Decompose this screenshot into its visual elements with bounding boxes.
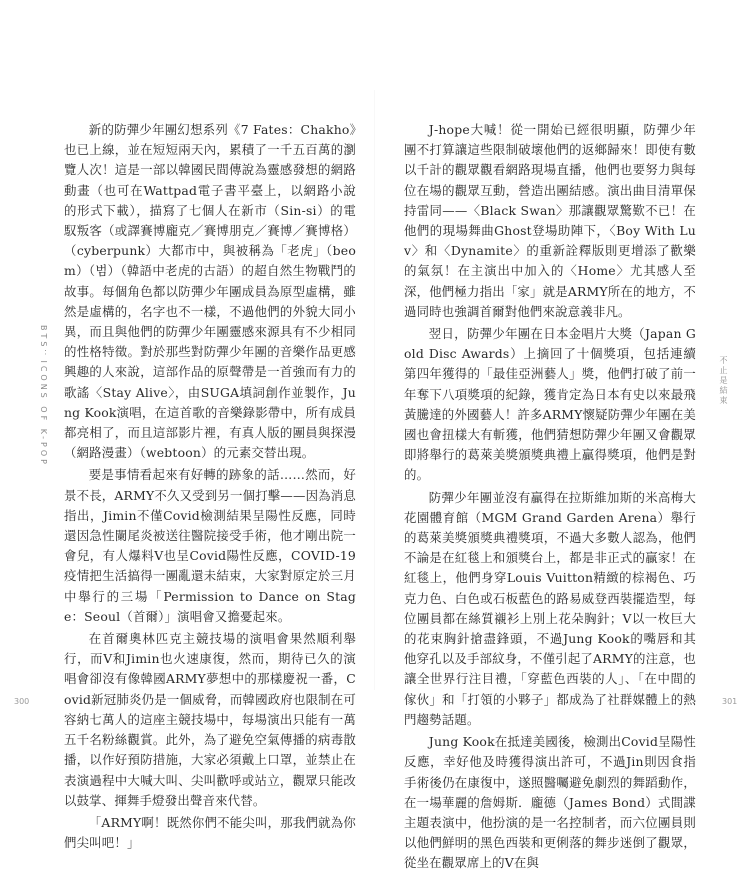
- paragraph: 翌日，防彈少年團在日本金唱片大獎（Japan Gold Disc Awards）上摘回了十個獎項，包括連續第四年獲得的「最佳亞洲藝人」獎，他們打破了前一年奪下八項獎項的紀錄，獲肯定為日本有史以來最飛黃騰達的外國藝人！許多ARMY懷疑防彈少年團在美國也會扭樣大有斬獲，他們猜想防彈少年團又會觀眾即將舉行的葛萊美獎頒獎典禮上贏得獎項，他們是對的。: [404, 326, 696, 483]
- page-gutter: [374, 90, 375, 690]
- right-page-body: [404, 120, 696, 876]
- running-head-left: BTS：ICONS OF K-POP: [39, 325, 48, 467]
- paragraph: 要是事情看起來有好轉的跡象的話……然而，好景不長，ARMY不久又受到另一個打擊——因為消息指出，Jimin不僅Covid檢測結果呈陽性反應，同時還因急性闌尾炎被送往醫院接受手術，他才剛出院一會兒，有人爆料V也呈Covid陽性反應，COVID-19疫情把生活搞得一團亂還未結束，大家對原定於三月中舉行的三場「Permission to Dance on Stage：Seoul（首爾）」演唱會又擔憂起來。: [64, 467, 356, 624]
- page-number-right: 301: [722, 697, 738, 706]
- paragraph: 在首爾奧林匹克主競技場的演唱會果然順利舉行，而V和Jimin也火速康復，然而，期待已久的演唱會卻沒有像韓國ARMY夢想中的那樣慶祝一番，Covid新冠肺炎仍是一個威脅，而韓國政府也限制在可容納七萬人的這座主競技場中，每場演出只能有一萬五千名粉絲觀賞。此外，為了避免空氣傳播的病毒散播，以作好預防措施，大家必須戴上口罩，並禁止在表演過程中大喊大叫、尖叫歡呼或站立，觀眾只能改以鼓掌、揮舞手燈發出聲音來代替。: [64, 631, 356, 808]
- paragraph: Jung Kook在抵達美國後，檢測出Covid呈陽性反應，幸好他及時獲得演出許可，不過Jin則因食指手術後仍在康復中，遂照醫囑避免劇烈的舞蹈動作，在一場華麗的詹姆斯．龐德（James Bond）式間諜主題表演中，他扮演的是一名控制者，而六位團員則以他們鮮明的黑色西裝和更俐落的舞步迷倒了觀眾，從坐在觀眾席上的V在與: [404, 734, 696, 871]
- running-head-right: 不止是結束: [719, 356, 728, 406]
- paragraph: 防彈少年團並沒有贏得在拉斯維加斯的米高梅大花園體育館（MGM Grand Garden Arena）舉行的葛萊美獎頒獎典禮獎項，不過大多數人認為，他們不論是在紅毯上和頒獎台上，都是非正式的贏家！在紅毯上，他們身穿Louis Vuitton精緻的棕褐色、巧克力色、白色或石板藍色的路易威登西裝擺造型，每位團員都在絲質襯衫上別上花朵胸針；V以一枚巨大的花束胸針搶盡鋒頭，不過Jung Kook的嘴唇和其他穿孔以及手部紋身，不僅引起了ARMY的注意，也讓全世界行注目禮，「穿藍色西裝的人」、「在中間的傢伙」和「打領的小夥子」都成為了社群媒體上的熱門趨勢話題。: [404, 489, 696, 727]
- paragraph: J-hope大喊！從一開始已經很明顯，防彈少年團不打算讓這些限制破壞他們的返鄉歸來！即使有數以千計的觀眾觀看網路現場直播，他們也要努力與每位在場的觀眾互動，營造出團結感。演出曲目清單保持雷同——〈Black Swan〉那讓觀眾驚歎不已！在他們的現場舞曲Ghost登場助陣下，〈Boy With Luv〉和〈Dynamite〉的重新詮釋版則更增添了歡樂的氣氛！在主演出中加入的〈Home〉尤其感人至深，他們極力指出「家」就是ARMY所在的地方，不過同時也強調首爾對他們來說意義非凡。: [404, 122, 696, 319]
- paragraph: 「ARMY啊！既然你們不能尖叫，那我們就為你們尖叫吧！」: [64, 814, 356, 851]
- left-page-body: [64, 120, 356, 855]
- page-number-left: 300: [14, 697, 30, 706]
- paragraph: 新的防彈少年團幻想系列《7 Fates：Chakho》也已上線，並在短短兩天內，累積了一千五百萬的瀏覽人次！這是一部以韓國民間傳說為靈感發想的網路動畫（也可在Wattpad電子書平臺上，以網路小說的形式下載），描寫了七個人在新市（Sin-si）的電馭叛客（或譯賽博龐克／賽博朋克／賽博／賽博格）（cyberpunk）大都市中，與被稱為「老虎」（beom）（범）（韓語中老虎的古語）的超自然生物戰鬥的故事。每個角色都以防彈少年團成員為原型虛構，雖然是虛構的，名字也不一樣，不過他們的外貌大同小異，而且與他們的防彈少年團靈感來源具有不少相同的性格特徵。對於那些對防彈少年團的音樂作品更感興趣的人來說，這部作品的原聲帶是一首強而有力的歌謠〈Stay Alive〉，由SUGA填詞創作並製作，Jung Kook演唱，在這首歌的音樂錄影帶中，所有成員都亮相了，而且這部影片裡，有真人版的團員與探漫（網路漫畫）（webtoon）的元素交替出現。: [64, 122, 356, 461]
